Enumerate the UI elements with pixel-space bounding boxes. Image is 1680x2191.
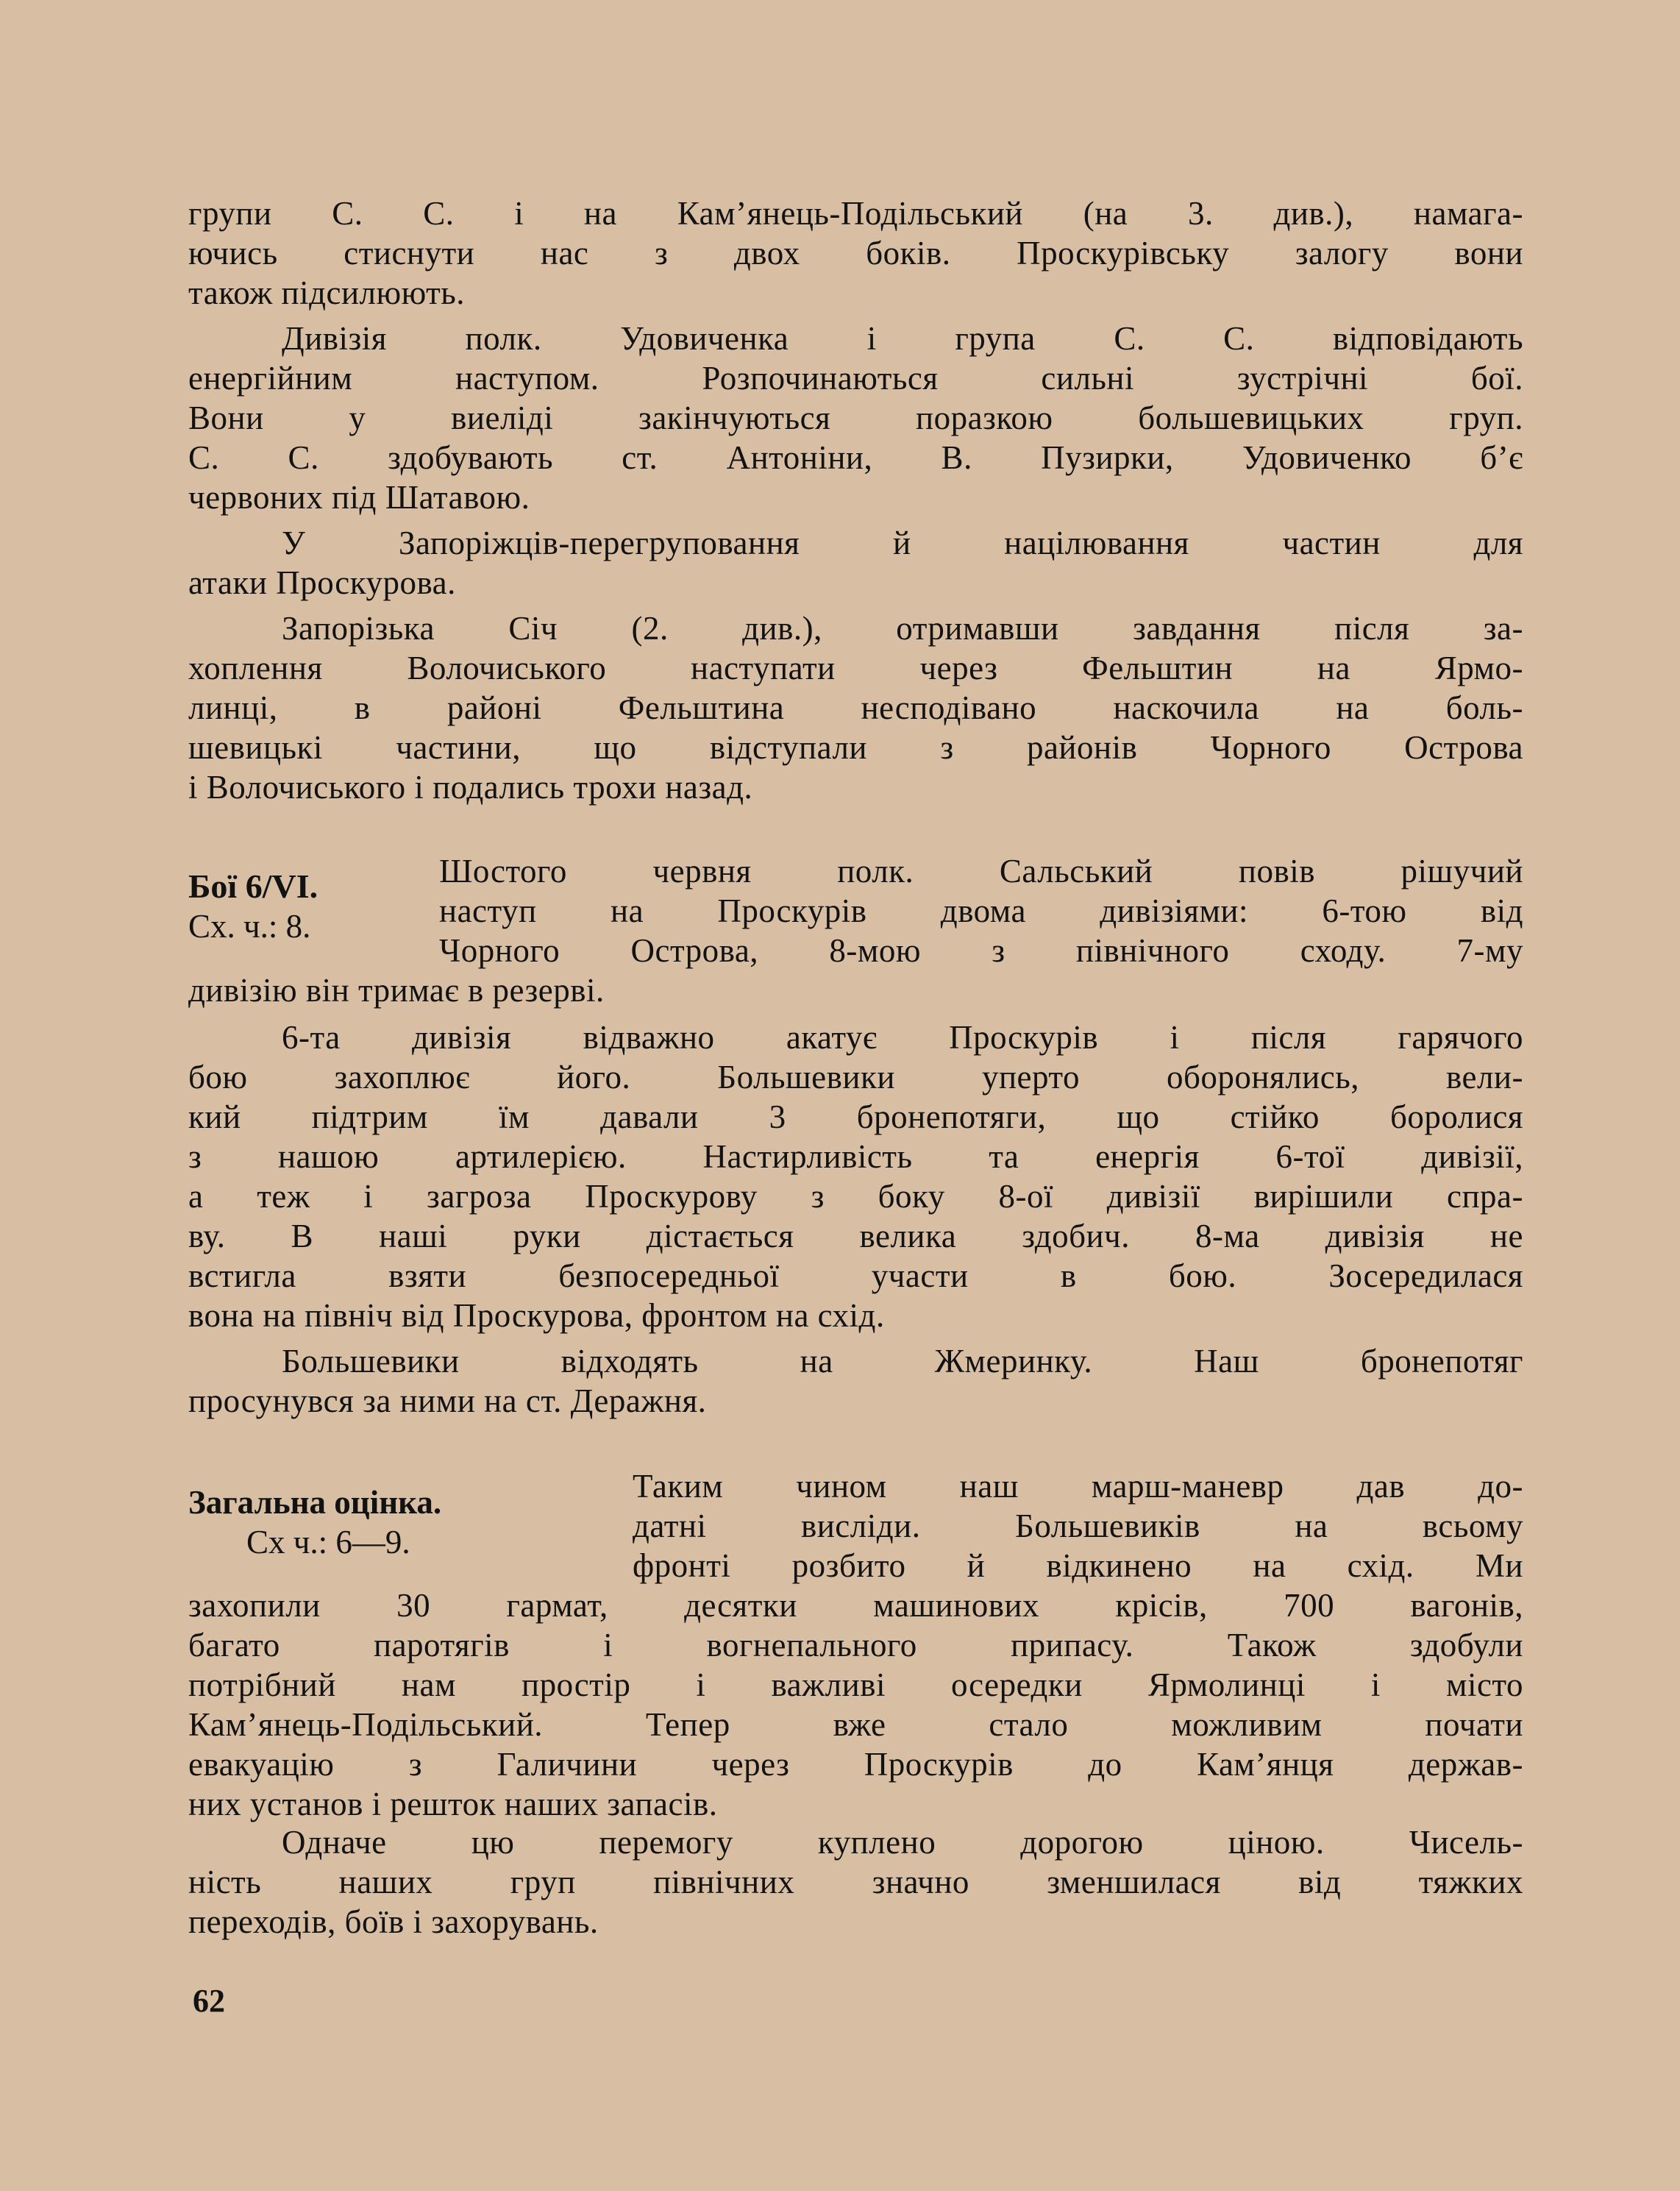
text-line: а теж і загроза Проскурову з боку 8-ої дивізії вирішили спра- (188, 1178, 1523, 1215)
text-line: атаки Проскурова. (188, 564, 456, 601)
text-line: шевицькі частини, що відступали з районів Чорного Острова (188, 729, 1523, 766)
text-line: 6-та дивізія відважно акатує Проскурів і після гарячого (282, 1019, 1523, 1056)
text-line: У Запоріжців-перегруповання й націлювання частин для (282, 525, 1523, 561)
text-line: бою захоплює його. Большевики уперто оборонялись, вели- (188, 1059, 1523, 1096)
text-line: Шостого червня полк. Сальський повів рішучий (439, 853, 1523, 889)
text-line: захопили 30 гармат, десятки машинових крісів, 700 вагонів, (188, 1587, 1523, 1624)
text-line: Чорного Острова, 8-мою з північного сходу. 7-му (439, 932, 1523, 969)
text-line: дивізію він тримає в резерві. (188, 972, 605, 1009)
text-line: потрібний нам простір і важливі осередки Ярмолинці і місто (188, 1666, 1523, 1703)
text-line: них установ і решток наших запасів. (188, 1786, 718, 1822)
text-line: кий підтрим їм давали 3 бронепотяги, що стійко боролися (188, 1098, 1523, 1135)
text-line: ність наших груп північних значно зменшилася від тяжких (188, 1864, 1523, 1900)
margin-heading: Загальна оцінка. (188, 1484, 442, 1521)
text-line: Вони у виеліді закінчуються поразкою большевицьких груп. (188, 400, 1523, 436)
margin-reference: Сх ч.: 6—9. (246, 1524, 410, 1560)
text-line: Дивізія полк. Удовиченка і група С. С. відповідають (282, 320, 1523, 357)
text-line: ву. В наші руки дістається велика здобич. 8-ма дивізія не (188, 1218, 1523, 1254)
text-line: наступ на Проскурів двома дивізіями: 6-тою від (439, 892, 1523, 929)
text-line: з нашою артилерією. Настирливість та енергія 6-тої дивізії, (188, 1138, 1523, 1175)
text-line: фронті розбито й відкинено на схід. Ми (633, 1547, 1523, 1584)
text-line: встигла взяти безпосередньої участи в бою. Зосередилася (188, 1257, 1523, 1294)
text-line: енергійним наступом. Розпочинаються сильні зустрічні бої. (188, 360, 1523, 397)
text-line: ючись стиснути нас з двох боків. Проскурівську залогу вони (188, 235, 1523, 271)
text-line: датні висліди. Большевиків на всьому (633, 1508, 1523, 1544)
text-line: Большевики відходять на Жмеринку. Наш бронепотяг (282, 1343, 1523, 1379)
text-line: просунувся за ними на ст. Деражня. (188, 1382, 707, 1419)
text-line: багато паротягів і вогнепального припасу. Також здобули (188, 1627, 1523, 1663)
text-line: також підсилюють. (188, 274, 466, 311)
text-line: хоплення Волочиського наступати через Фельштин на Ярмо- (188, 650, 1523, 686)
text-line: вона на північ від Проскурова, фронтом на схід. (188, 1297, 885, 1334)
text-line: евакуацію з Галичини через Проскурів до Кам’янця держав- (188, 1746, 1523, 1783)
text-line: С. С. здобувають ст. Антоніни, В. Пузирки, Удовиченко б’є (188, 439, 1523, 476)
margin-reference: Сх. ч.: 8. (188, 908, 311, 945)
text-line: Одначе цю перемогу куплено дорогою ціною. Чисель- (282, 1824, 1523, 1861)
text-line: Кам’янець-Подільський. Тепер вже стало можливим почати (188, 1706, 1523, 1743)
text-line: линці, в районі Фельштина несподівано наскочила на боль- (188, 689, 1523, 726)
text-line: Таким чином наш марш-маневр дав до- (633, 1468, 1523, 1505)
page-number: 62 (193, 1983, 225, 2019)
margin-heading: Бої 6/VI. (188, 867, 318, 905)
text-line: і Волочиського і подались трохи назад. (188, 769, 753, 806)
text-line: групи С. С. і на Кам’янець-Подільський (на 3. див.), намага- (188, 195, 1523, 232)
text-line: переходів, боїв і захорувань. (188, 1903, 599, 1940)
text-line: Запорізька Січ (2. див.), отримавши завдання після за- (282, 610, 1523, 647)
text-line: червоних під Шатавою. (188, 479, 530, 516)
